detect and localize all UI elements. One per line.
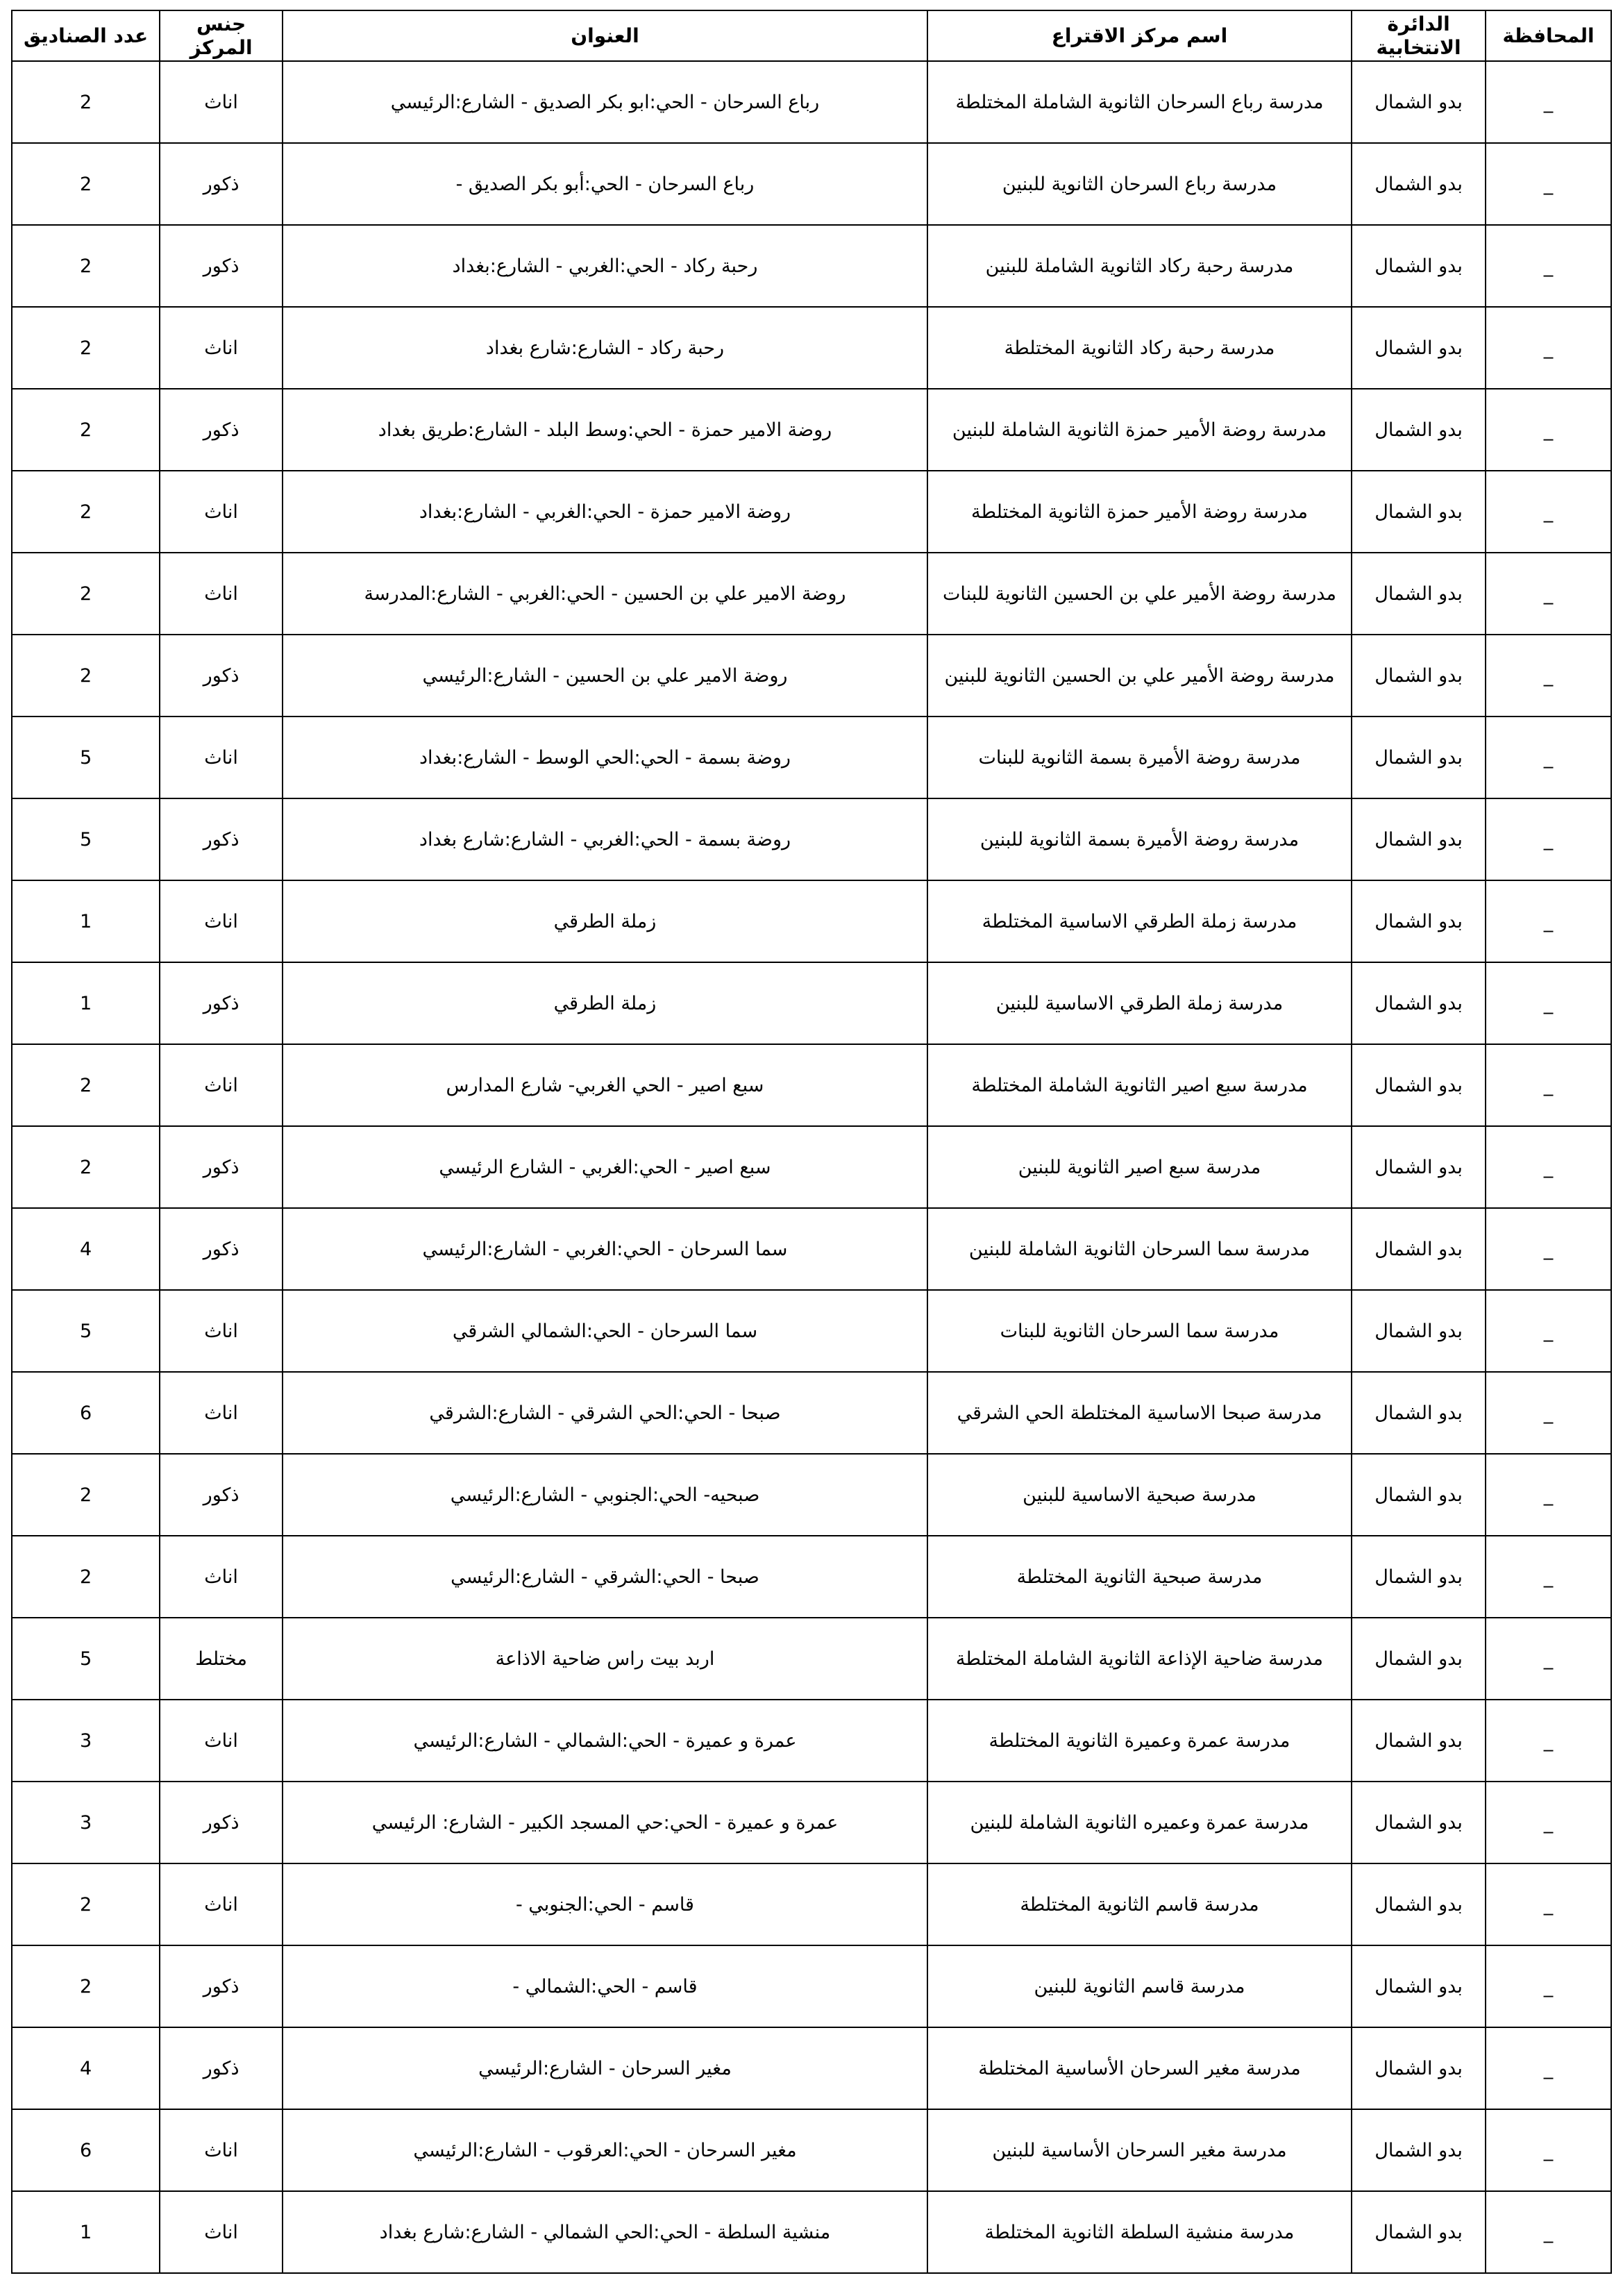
cell-address: عمرة و عميرة - الحي:الشمالي - الشارع:الرئيسي [283, 1700, 927, 1782]
cell-gender: ذكور [160, 1454, 283, 1536]
cell-boxes: 4 [12, 1208, 160, 1290]
cell-center: مدرسة سما السرحان الثانوية الشاملة للبنين [927, 1208, 1352, 1290]
cell-address: سما السرحان - الحي:الغربي - الشارع:الرئيسي [283, 1208, 927, 1290]
cell-gender: اناث [160, 307, 283, 389]
cell-district: بدو الشمال [1352, 143, 1486, 225]
cell-district: بدو الشمال [1352, 1126, 1486, 1208]
cell-district: بدو الشمال [1352, 61, 1486, 143]
cell-address: رحبة ركاد - الشارع:شارع بغداد [283, 307, 927, 389]
cell-boxes: 2 [12, 1945, 160, 2027]
cell-governorate: _ [1486, 1126, 1611, 1208]
cell-address: روضة بسمة - الحي:الحي الوسط - الشارع:بغداد [283, 717, 927, 798]
cell-gender: اناث [160, 1290, 283, 1372]
cell-governorate: _ [1486, 1536, 1611, 1618]
cell-boxes: 2 [12, 471, 160, 553]
cell-address: سبع اصير - الحي:الغربي - الشارع الرئيسي [283, 1126, 927, 1208]
cell-gender: اناث [160, 1863, 283, 1945]
cell-boxes: 2 [12, 61, 160, 143]
cell-district: بدو الشمال [1352, 717, 1486, 798]
table-row [12, 1863, 1611, 1945]
polling-centers-table [11, 10, 1612, 2274]
table-row [12, 1208, 1611, 1290]
cell-gender: اناث [160, 61, 283, 143]
cell-district: بدو الشمال [1352, 1372, 1486, 1454]
cell-gender: ذكور [160, 1782, 283, 1863]
table-row [12, 1290, 1611, 1372]
cell-address: رباع السرحان - الحي:ابو بكر الصديق - الشارع:الرئيسي [283, 61, 927, 143]
cell-governorate: _ [1486, 962, 1611, 1044]
cell-governorate: _ [1486, 471, 1611, 553]
cell-district: بدو الشمال [1352, 1044, 1486, 1126]
cell-center: مدرسة صبحية الاساسية للبنين [927, 1454, 1352, 1536]
table-header [12, 10, 1611, 61]
table-row [12, 635, 1611, 717]
cell-district: بدو الشمال [1352, 225, 1486, 307]
cell-governorate: _ [1486, 1782, 1611, 1863]
cell-center: مدرسة رباع السرحان الثانوية للبنين [927, 143, 1352, 225]
table-row [12, 1945, 1611, 2027]
cell-district: بدو الشمال [1352, 1700, 1486, 1782]
cell-governorate: _ [1486, 1700, 1611, 1782]
cell-center: مدرسة قاسم الثانوية المختلطة [927, 1863, 1352, 1945]
cell-boxes: 2 [12, 1126, 160, 1208]
cell-district: بدو الشمال [1352, 1782, 1486, 1863]
col-header-gender: جنس المركز [160, 10, 283, 61]
cell-center: مدرسة عمرة وعميرة الثانوية المختلطة [927, 1700, 1352, 1782]
cell-center: مدرسة زملة الطرقي الاساسية للبنين [927, 962, 1352, 1044]
cell-governorate: _ [1486, 553, 1611, 635]
cell-address: مغير السرحان - الحي:العرقوب - الشارع:الرئيسي [283, 2109, 927, 2191]
cell-governorate: _ [1486, 1208, 1611, 1290]
cell-district: بدو الشمال [1352, 389, 1486, 471]
cell-gender: اناث [160, 717, 283, 798]
cell-gender: ذكور [160, 1126, 283, 1208]
cell-gender: اناث [160, 553, 283, 635]
cell-gender: ذكور [160, 389, 283, 471]
cell-boxes: 1 [12, 962, 160, 1044]
cell-gender: اناث [160, 2191, 283, 2273]
cell-gender: اناث [160, 1700, 283, 1782]
cell-governorate: _ [1486, 1290, 1611, 1372]
table-row [12, 1372, 1611, 1454]
cell-boxes: 5 [12, 1618, 160, 1700]
table-row [12, 61, 1611, 143]
cell-center: مدرسة سبع اصير الثانوية للبنين [927, 1126, 1352, 1208]
table-row [12, 553, 1611, 635]
cell-boxes: 5 [12, 798, 160, 880]
cell-boxes: 5 [12, 1290, 160, 1372]
cell-address: صبحا - الحي:الشرقي - الشارع:الرئيسي [283, 1536, 927, 1618]
cell-governorate: _ [1486, 1372, 1611, 1454]
cell-address: اربد بيت راس ضاحية الاذاعة [283, 1618, 927, 1700]
table-body [12, 61, 1611, 2273]
cell-center: مدرسة صبحا الاساسية المختلطة الحي الشرقي [927, 1372, 1352, 1454]
cell-center: مدرسة سبع اصير الثانوية الشاملة المختلطة [927, 1044, 1352, 1126]
cell-address: رحبة ركاد - الحي:الغربي - الشارع:بغداد [283, 225, 927, 307]
cell-center: مدرسة رحبة ركاد الثانوية الشاملة للبنين [927, 225, 1352, 307]
table-row [12, 1782, 1611, 1863]
cell-center: مدرسة منشية السلطة الثانوية المختلطة [927, 2191, 1352, 2273]
col-header-boxes: عدد الصناديق [12, 10, 160, 61]
table-row [12, 1126, 1611, 1208]
cell-gender: ذكور [160, 962, 283, 1044]
table-row [12, 2109, 1611, 2191]
cell-gender: اناث [160, 2109, 283, 2191]
cell-center: مدرسة قاسم الثانوية للبنين [927, 1945, 1352, 2027]
cell-gender: اناث [160, 1044, 283, 1126]
cell-district: بدو الشمال [1352, 880, 1486, 962]
cell-district: بدو الشمال [1352, 1454, 1486, 1536]
cell-address: منشية السلطة - الحي:الحي الشمالي - الشارع:شارع بغداد [283, 2191, 927, 2273]
table-row [12, 389, 1611, 471]
cell-address: زملة الطرقي [283, 880, 927, 962]
cell-governorate: _ [1486, 1945, 1611, 2027]
cell-address: عمرة و عميرة - الحي:حي المسجد الكبير - الشارع: الرئيسي [283, 1782, 927, 1863]
cell-governorate: _ [1486, 61, 1611, 143]
cell-governorate: _ [1486, 389, 1611, 471]
cell-boxes: 2 [12, 143, 160, 225]
cell-address: روضة بسمة - الحي:الغربي - الشارع:شارع بغداد [283, 798, 927, 880]
cell-district: بدو الشمال [1352, 635, 1486, 717]
table-row [12, 1044, 1611, 1126]
cell-governorate: _ [1486, 307, 1611, 389]
cell-address: روضة الامير حمزة - الحي:الغربي - الشارع:بغداد [283, 471, 927, 553]
cell-center: مدرسة روضة الأمير علي بن الحسين الثانوية للبنات [927, 553, 1352, 635]
cell-center: مدرسة زملة الطرقي الاساسية المختلطة [927, 880, 1352, 962]
table-row [12, 880, 1611, 962]
cell-district: بدو الشمال [1352, 2109, 1486, 2191]
table-row [12, 143, 1611, 225]
cell-center: مدرسة روضة الأميرة بسمة الثانوية للبنات [927, 717, 1352, 798]
cell-gender: ذكور [160, 1208, 283, 1290]
cell-gender: اناث [160, 1536, 283, 1618]
cell-boxes: 2 [12, 389, 160, 471]
cell-gender: ذكور [160, 635, 283, 717]
table-row [12, 1618, 1611, 1700]
cell-center: مدرسة ضاحية الإذاعة الثانوية الشاملة المختلطة [927, 1618, 1352, 1700]
table-row [12, 2191, 1611, 2273]
cell-governorate: _ [1486, 225, 1611, 307]
cell-gender: مختلط [160, 1618, 283, 1700]
cell-center: مدرسة مغير السرحان الأساسية للبنين [927, 2109, 1352, 2191]
cell-district: بدو الشمال [1352, 1290, 1486, 1372]
cell-center: مدرسة صبحية الثانوية المختلطة [927, 1536, 1352, 1618]
cell-boxes: 2 [12, 1454, 160, 1536]
cell-boxes: 2 [12, 225, 160, 307]
cell-district: بدو الشمال [1352, 1618, 1486, 1700]
table-row [12, 798, 1611, 880]
cell-boxes: 3 [12, 1782, 160, 1863]
table-row [12, 307, 1611, 389]
cell-center: مدرسة رباع السرحان الثانوية الشاملة المختلطة [927, 61, 1352, 143]
cell-address: رباع السرحان - الحي:أبو بكر الصديق - [283, 143, 927, 225]
cell-address: صبحا - الحي:الحي الشرقي - الشارع:الشرقي [283, 1372, 927, 1454]
cell-governorate: _ [1486, 143, 1611, 225]
cell-governorate: _ [1486, 717, 1611, 798]
cell-district: بدو الشمال [1352, 553, 1486, 635]
cell-boxes: 2 [12, 307, 160, 389]
cell-center: مدرسة روضة الأمير حمزة الثانوية الشاملة للبنين [927, 389, 1352, 471]
cell-district: بدو الشمال [1352, 1208, 1486, 1290]
col-header-district: الدائرة الانتخابية [1352, 10, 1486, 61]
cell-district: بدو الشمال [1352, 2027, 1486, 2109]
cell-district: بدو الشمال [1352, 962, 1486, 1044]
cell-district: بدو الشمال [1352, 307, 1486, 389]
cell-address: روضة الامير علي بن الحسين - الشارع:الرئيسي [283, 635, 927, 717]
cell-boxes: 4 [12, 2027, 160, 2109]
cell-boxes: 2 [12, 1044, 160, 1126]
cell-boxes: 2 [12, 1863, 160, 1945]
cell-district: بدو الشمال [1352, 1536, 1486, 1618]
cell-address: روضة الامير علي بن الحسين - الحي:الغربي - الشارع:المدرسة [283, 553, 927, 635]
cell-boxes: 2 [12, 1536, 160, 1618]
cell-governorate: _ [1486, 2191, 1611, 2273]
cell-address: قاسم - الحي:الشمالي - [283, 1945, 927, 2027]
table-row [12, 2027, 1611, 2109]
cell-boxes: 2 [12, 635, 160, 717]
cell-gender: اناث [160, 880, 283, 962]
cell-district: بدو الشمال [1352, 471, 1486, 553]
cell-boxes: 1 [12, 880, 160, 962]
cell-center: مدرسة عمرة وعميره الثانوية الشاملة للبنين [927, 1782, 1352, 1863]
cell-center: مدرسة رحبة ركاد الثانوية المختلطة [927, 307, 1352, 389]
cell-boxes: 3 [12, 1700, 160, 1782]
cell-center: مدرسة روضة الأمير حمزة الثانوية المختلطة [927, 471, 1352, 553]
table-row [12, 1536, 1611, 1618]
cell-center: مدرسة سما السرحان الثانوية للبنات [927, 1290, 1352, 1372]
cell-governorate: _ [1486, 798, 1611, 880]
cell-governorate: _ [1486, 1863, 1611, 1945]
cell-address: قاسم - الحي:الجنوبي - [283, 1863, 927, 1945]
header-row [12, 10, 1611, 61]
cell-address: سما السرحان - الحي:الشمالي الشرقي [283, 1290, 927, 1372]
cell-governorate: _ [1486, 2027, 1611, 2109]
cell-governorate: _ [1486, 1618, 1611, 1700]
cell-gender: اناث [160, 471, 283, 553]
cell-governorate: _ [1486, 635, 1611, 717]
table-row [12, 1700, 1611, 1782]
table-row [12, 962, 1611, 1044]
cell-gender: ذكور [160, 143, 283, 225]
cell-center: مدرسة روضة الأمير علي بن الحسين الثانوية للبنين [927, 635, 1352, 717]
cell-boxes: 2 [12, 553, 160, 635]
table-row [12, 225, 1611, 307]
cell-center: مدرسة مغير السرحان الأساسية المختلطة [927, 2027, 1352, 2109]
cell-boxes: 1 [12, 2191, 160, 2273]
cell-district: بدو الشمال [1352, 798, 1486, 880]
cell-gender: ذكور [160, 798, 283, 880]
table-row [12, 717, 1611, 798]
cell-boxes: 6 [12, 1372, 160, 1454]
cell-address: مغير السرحان - الشارع:الرئيسي [283, 2027, 927, 2109]
cell-gender: ذكور [160, 2027, 283, 2109]
cell-district: بدو الشمال [1352, 1863, 1486, 1945]
cell-governorate: _ [1486, 1454, 1611, 1536]
cell-gender: ذكور [160, 225, 283, 307]
cell-gender: اناث [160, 1372, 283, 1454]
cell-gender: ذكور [160, 1945, 283, 2027]
col-header-center-name: اسم مركز الاقتراع [927, 10, 1352, 61]
cell-boxes: 6 [12, 2109, 160, 2191]
cell-address: روضة الامير حمزة - الحي:وسط البلد - الشارع:طريق بغداد [283, 389, 927, 471]
cell-district: بدو الشمال [1352, 2191, 1486, 2273]
cell-boxes: 5 [12, 717, 160, 798]
cell-address: زملة الطرقي [283, 962, 927, 1044]
table-row [12, 471, 1611, 553]
cell-district: بدو الشمال [1352, 1945, 1486, 2027]
col-header-governorate: المحافظة [1486, 10, 1611, 61]
col-header-address: العنوان [283, 10, 927, 61]
cell-governorate: _ [1486, 1044, 1611, 1126]
cell-center: مدرسة روضة الأميرة بسمة الثانوية للبنين [927, 798, 1352, 880]
cell-governorate: _ [1486, 880, 1611, 962]
cell-governorate: _ [1486, 2109, 1611, 2191]
table-row [12, 1454, 1611, 1536]
cell-address: سبع اصير - الحي الغربي- شارع المدارس [283, 1044, 927, 1126]
cell-address: صبحيه- الحي:الجنوبي - الشارع:الرئيسي [283, 1454, 927, 1536]
